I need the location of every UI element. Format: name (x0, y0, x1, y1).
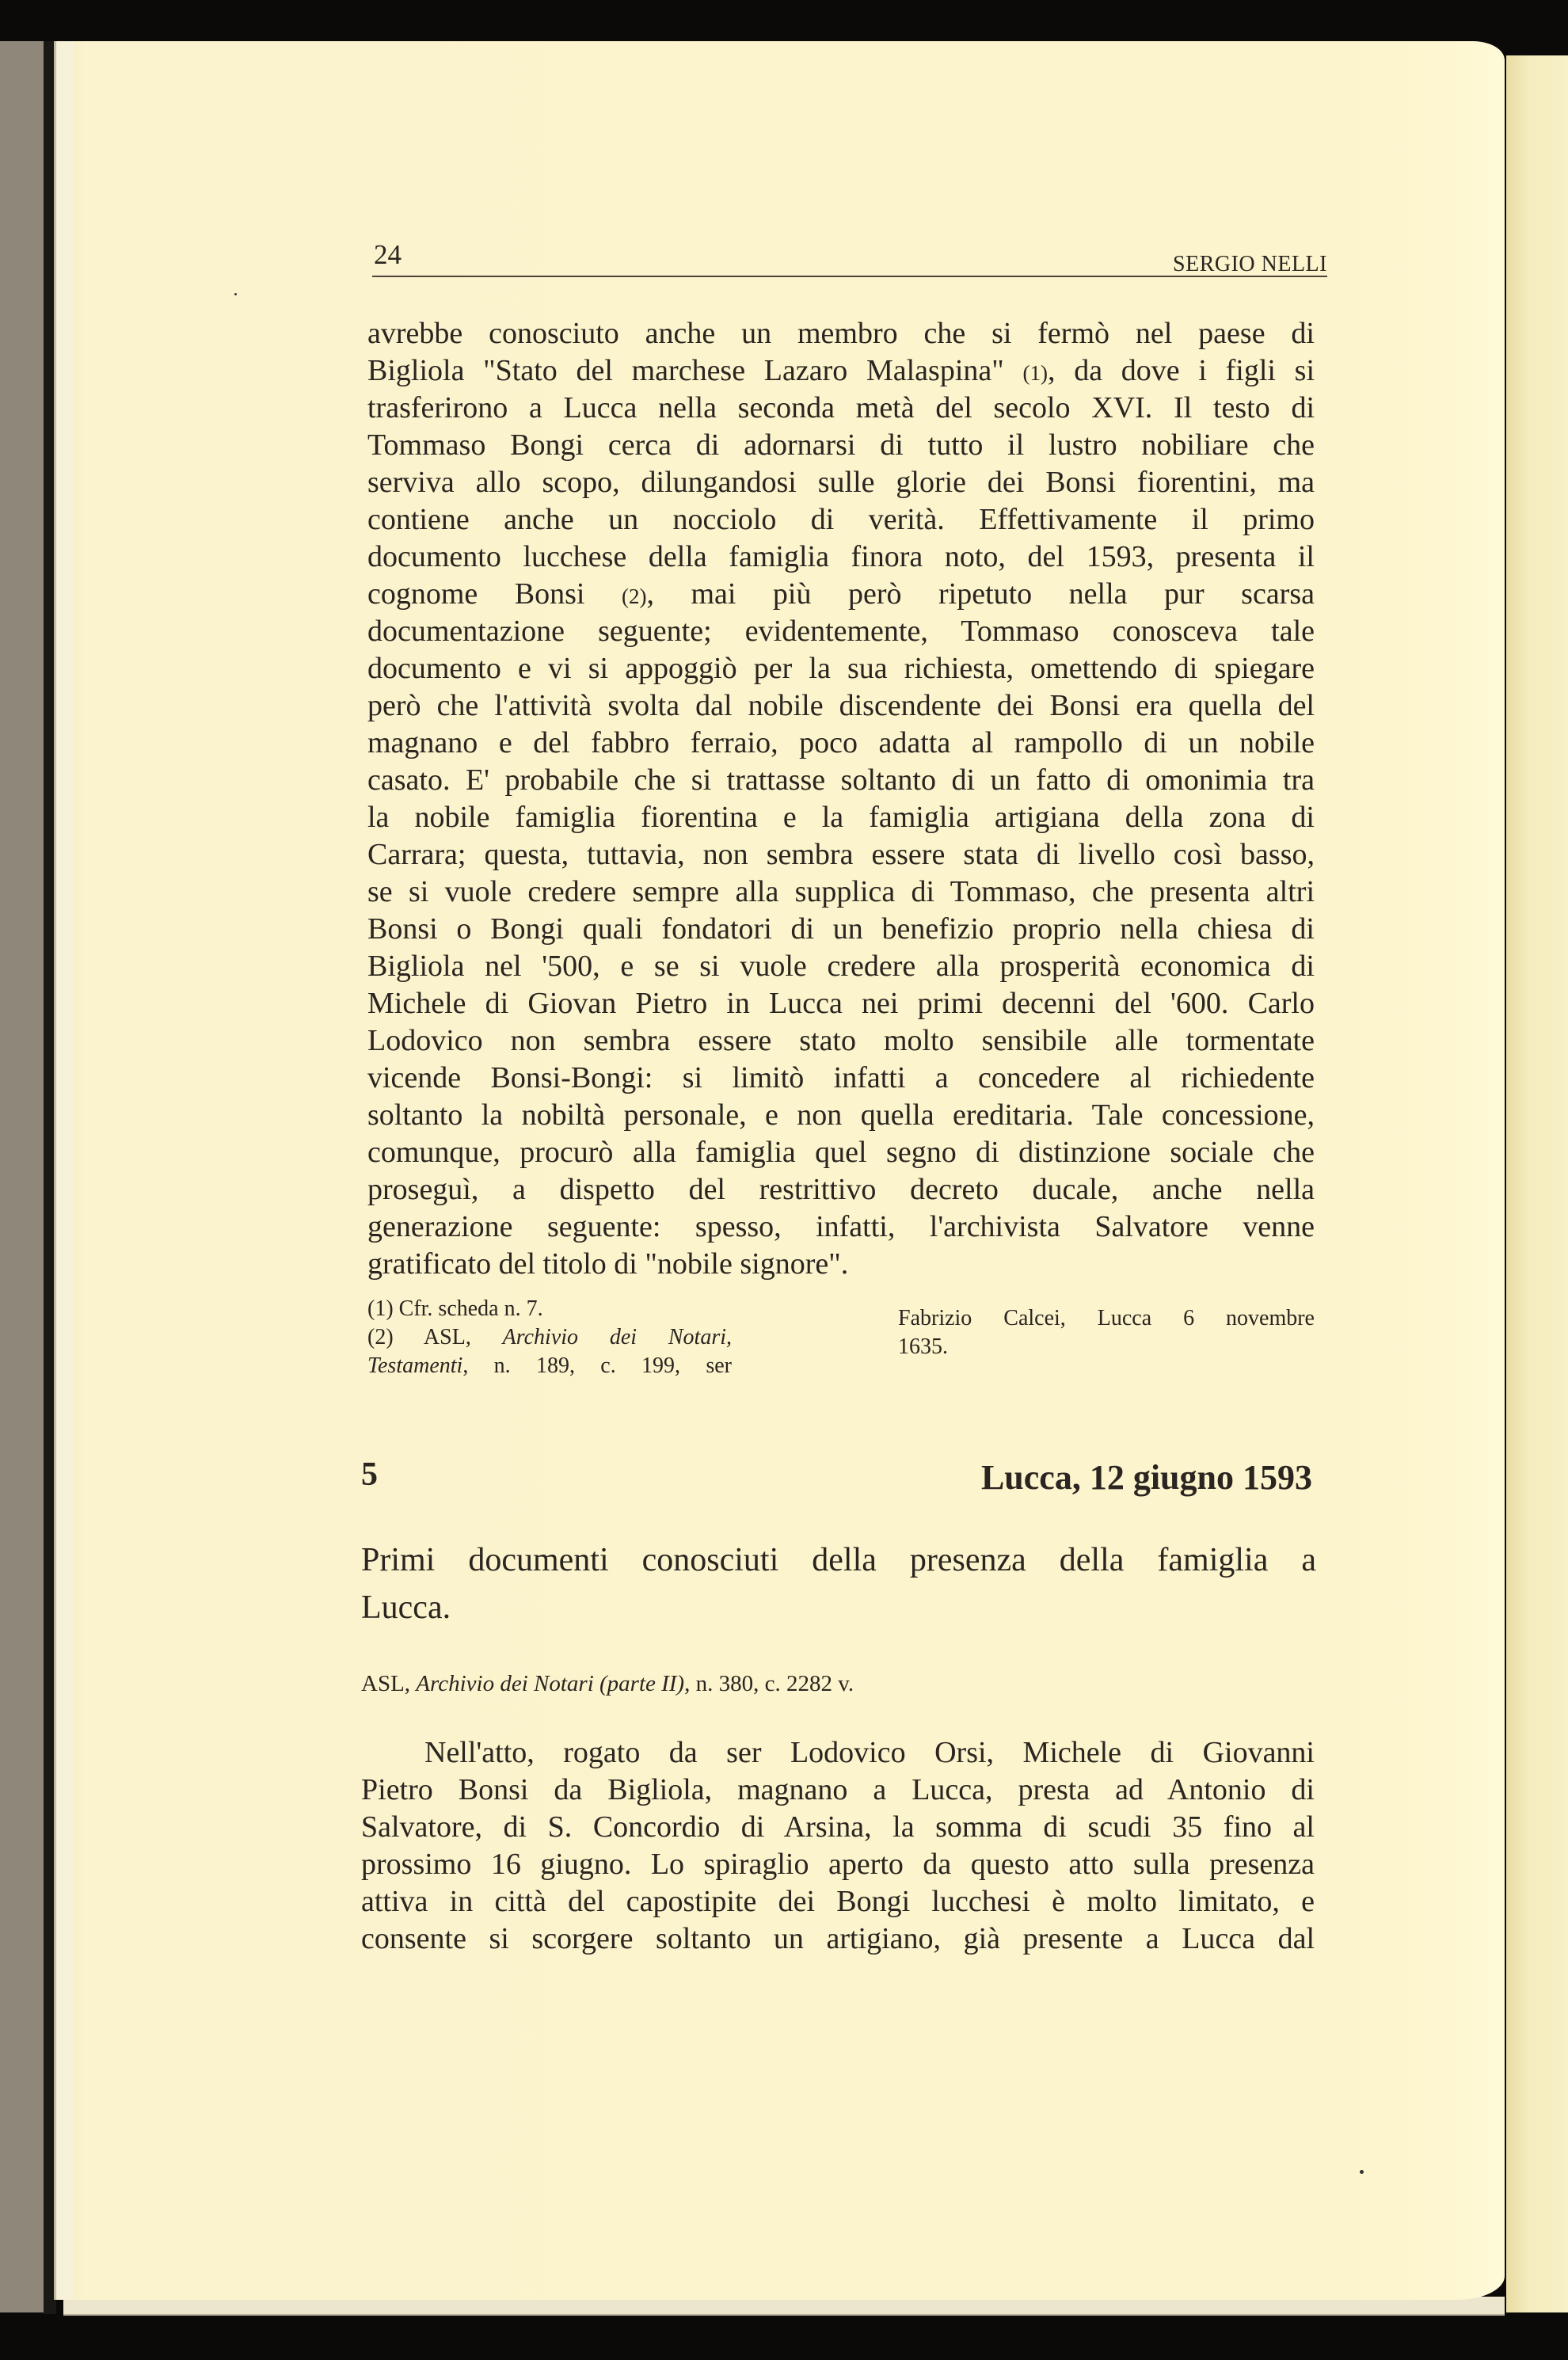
text-line: prossimo 16 giugno. Lo spiraglio aperto da questo atto sulla presenza (361, 1848, 1315, 1881)
text-line: la nobile famiglia fiorentina e la famiglia artigiana della zona di (367, 801, 1315, 834)
text-line: documento e vi si appoggiò per la sua richiesta, omettendo di spiegare (367, 652, 1315, 685)
next-page-fold (1506, 55, 1568, 2312)
text-line: gratificato del titolo di "nobile signore". (367, 1247, 849, 1281)
entry-source-citation (361, 1671, 854, 1697)
text-line: contiene anche un nocciolo di verità. Effettivamente il primo (367, 503, 1315, 536)
text-line: soltanto la nobiltà personale, e non quella ereditaria. Tale concessione, (367, 1098, 1315, 1132)
text-line: proseguì, a dispetto del restrittivo decreto ducale, anche nella (367, 1173, 1315, 1206)
text-line (367, 352, 1315, 390)
footnote-2-series-title: Testamenti (367, 1353, 463, 1378)
page-header (372, 238, 1327, 277)
text-line: Michele di Giovan Pietro in Lucca nei primi decenni del '600. Carlo (367, 987, 1315, 1020)
text-line: se si vuole credere sempre alla supplica di Tommaso, che presenta altri (367, 875, 1315, 908)
page-deckle-edge (54, 41, 74, 2300)
text-line: Bonsi o Bongi quali fondatori di un benefizio proprio nella chiesa di (367, 912, 1315, 946)
text-line: trasferirono a Lucca nella seconda metà del secolo XVI. Il testo di (367, 391, 1315, 424)
paper-speck (234, 293, 237, 295)
body-paragraph (367, 315, 1315, 1283)
footnote-1: (1) Cfr. scheda n. 7. (367, 1296, 543, 1321)
text-line: Bigliola nel '500, e se si vuole credere alla prosperità economica di (367, 950, 1315, 983)
text-line: documento lucchese della famiglia finora noto, del 1593, presenta il (367, 540, 1315, 573)
footnotes-column-right (898, 1304, 1315, 1361)
text-line: documentazione seguente; evidentemente, Tommaso conosceva tale (367, 615, 1315, 648)
footnote-ref-2: (2) (621, 584, 647, 608)
entry-title (361, 1536, 1316, 1631)
text-segment: , da dove i figli si (1047, 354, 1315, 387)
text-line: vicende Bonsi-Bongi: si limitò infatti a concedere al richiedente (367, 1061, 1315, 1094)
footnotes-column-left (367, 1295, 732, 1380)
text-line: casato. E' probabile che si trattasse soltanto di un fatto di omonimia tra (367, 763, 1315, 797)
source-prefix: ASL, (361, 1671, 417, 1696)
text-line: serviva allo scopo, dilungandosi sulle glorie dei Bonsi fiorentini, ma (367, 466, 1315, 499)
text-line: Nell'atto, rogato da ser Lodovico Orsi, Michele di Giovanni (424, 1736, 1315, 1769)
footnote-2-line-1 (367, 1323, 732, 1352)
text-line: magnano e del fabbro ferraio, poco adatta al rampollo di un nobile (367, 726, 1315, 759)
paper-speck (1360, 2170, 1364, 2174)
text-segment: Bigliola "Stato del marchese Lazaro Malaspina" (367, 354, 1023, 387)
text-line: Carrara; questa, tuttavia, non sembra essere stata di livello così basso, (367, 838, 1315, 871)
text-line: avrebbe conosciuto anche un membro che si fermò nel paese di (367, 317, 1315, 350)
text-line: attiva in città del capostipite dei Bongi lucchesi è molto limitato, e (361, 1885, 1315, 1918)
footnote-2-continuation: Fabrizio Calcei, Lucca 6 novembre (898, 1306, 1315, 1330)
text-segment: , mai più però ripetuto nella pur scarsa (646, 577, 1315, 611)
source-archive-title: Archivio dei Notari (parte II) (416, 1671, 685, 1696)
page-number: 24 (374, 239, 402, 270)
text-line: comunque, procurò alla famiglia quel segno di distinzione sociale che (367, 1136, 1315, 1169)
text-line (367, 576, 1315, 613)
footnote-2-reference: , n. 189, c. 199, ser (462, 1353, 732, 1378)
footnote-2-continuation-end: 1635. (898, 1334, 948, 1359)
footnote-2-archive-title: Archivio dei Notari, (502, 1325, 733, 1349)
text-line: consente si scorgere soltanto un artigiano, già presente a Lucca dal (361, 1922, 1315, 1955)
text-line: Pietro Bonsi da Bigliola, magnano a Lucca, presta ad Antonio di (361, 1773, 1315, 1806)
text-line: generazione seguente: spesso, infatti, l'archivista Salvatore venne (367, 1210, 1315, 1243)
running-head-author: SERGIO NELLI (1173, 252, 1327, 276)
text-line: Salvatore, di S. Concordio di Arsina, la somma di scudi 35 fino al (361, 1810, 1315, 1844)
text-line: Tommaso Bongi cerca di adornarsi di tutto il lustro nobiliare che (367, 428, 1315, 462)
entry-title-line: Primi documenti conosciuti della presenza della famiglia a (361, 1542, 1316, 1578)
text-line: Lodovico non sembra essere stato molto sensibile alle tormentate (367, 1024, 1315, 1057)
text-line: però che l'attività svolta dal nobile discendente dei Bonsi era quella del (367, 689, 1315, 722)
entry-number: 5 (361, 1456, 378, 1493)
entry-date-heading: Lucca, 12 giugno 1593 (980, 1458, 1312, 1497)
footnote-2-line-2 (367, 1352, 732, 1380)
footnote-2-prefix: (2) ASL, (367, 1325, 471, 1349)
book-cover-edge (0, 41, 49, 2312)
source-reference: , n. 380, c. 2282 v. (684, 1671, 854, 1696)
entry-title-line: Lucca. (361, 1589, 451, 1626)
text-segment: cognome Bonsi (367, 577, 622, 611)
footnote-ref-1: (1) (1022, 361, 1048, 385)
entry-body-paragraph (361, 1734, 1315, 1958)
